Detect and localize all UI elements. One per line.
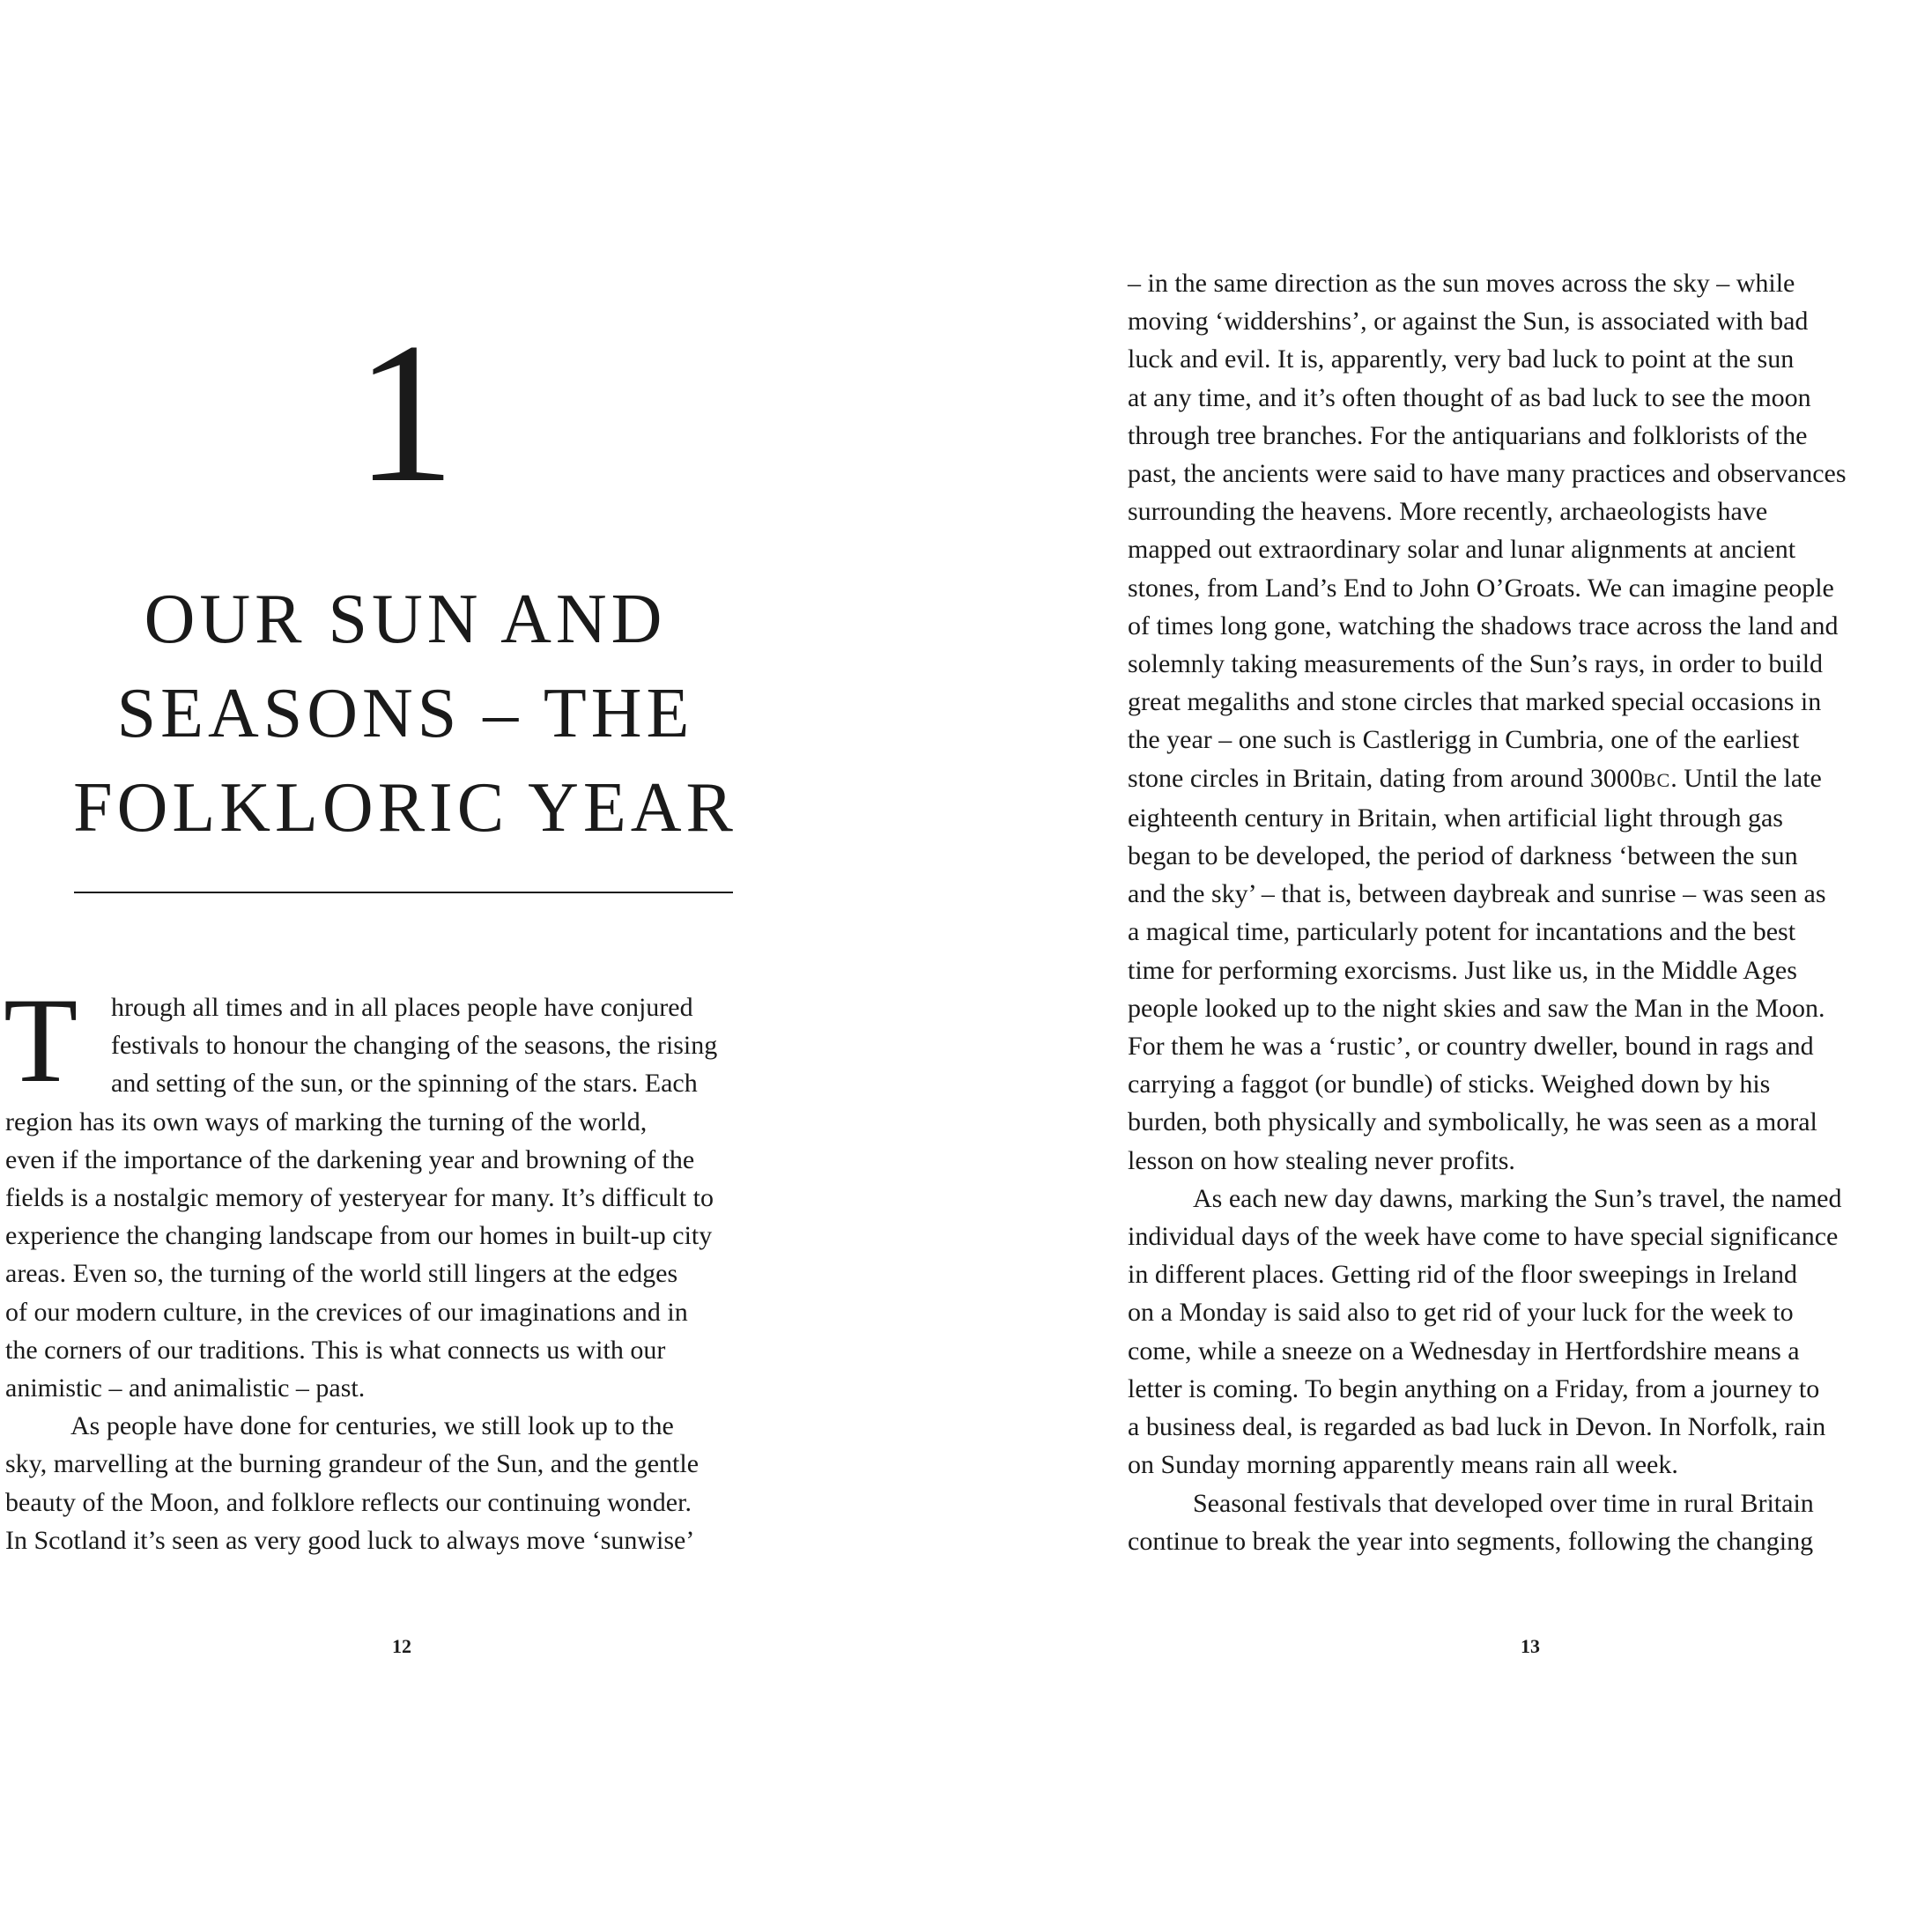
text-segment: stone circles in Britain, dating from around 3000	[1128, 763, 1643, 793]
page-number: 13	[1521, 1635, 1540, 1657]
chapter-title-line: SEASONS – THE	[116, 675, 694, 752]
text-line: great megaliths and stone circles that marked special occasions in	[1128, 687, 1822, 717]
text-line: eighteenth century in Britain, when artificial light through gas	[1128, 803, 1783, 833]
text-line: luck and evil. It is, apparently, very bad luck to point at the sun	[1128, 344, 1795, 374]
text-line: of times long gone, watching the shadows trace across the land and	[1128, 611, 1839, 640]
text-line: at any time, and it’s often thought of as bad luck to see the moon	[1128, 382, 1811, 412]
text-line: solemnly taking measurements of the Sun’s rays, in order to build	[1128, 649, 1824, 679]
text-line: and the sky’ – that is, between daybreak and sunrise – was seen as	[1128, 879, 1826, 909]
text-line: mapped out extraordinary solar and lunar alignments at ancient	[1128, 535, 1796, 565]
right-body-text	[1128, 264, 1932, 1560]
text-line: region has its own ways of marking the turning of the world,	[5, 1107, 648, 1136]
text-line: festivals to honour the changing of the seasons, the rising	[111, 1031, 718, 1061]
text-line: fields is a nostalgic memory of yesteryear for many. It’s difficult to	[5, 1183, 714, 1213]
text-line: of our modern culture, in the crevices of our imaginations and in	[5, 1297, 688, 1327]
left-body-text	[4, 973, 802, 1559]
text-line: letter is coming. To begin anything on a Friday, from a journey to	[1128, 1373, 1820, 1403]
text-line: through tree branches. For the antiquarians and folklorists of the	[1128, 420, 1808, 450]
text-line: Seasonal festivals that developed over time in rural Britain	[1193, 1488, 1814, 1518]
text-line: For them he was a ‘rustic’, or country dweller, bound in rags and	[1128, 1032, 1814, 1062]
text-line: come, while a sneeze on a Wednesday in Hertfordshire means a	[1128, 1336, 1800, 1366]
text-line: In Scotland it’s seen as very good luck to always move ‘sunwise’	[5, 1525, 695, 1555]
text-line: As each new day dawns, marking the Sun’s travel, the named	[1193, 1183, 1842, 1213]
text-line: on a Monday is said also to get rid of your luck for the week to	[1128, 1298, 1794, 1328]
text-line: burden, both physically and symbolically, he was seen as a moral	[1128, 1107, 1817, 1137]
text-line: on Sunday morning apparently means rain all week.	[1128, 1450, 1678, 1480]
text-line: individual days of the week have come to have special significance	[1128, 1222, 1839, 1252]
text-line: sky, marvelling at the burning grandeur of the Sun, and the gentle	[5, 1449, 700, 1479]
drop-cap: T	[4, 973, 78, 1107]
text-line: surrounding the heavens. More recently, archaeologists have	[1128, 497, 1768, 527]
text-line: a magical time, particularly potent for incantations and the best	[1128, 917, 1796, 947]
left-page	[0, 0, 811, 1932]
smallcaps-era: BC	[1642, 768, 1671, 791]
text-line: continue to break the year into segments, following the changing	[1128, 1526, 1814, 1556]
text-line: stones, from Land’s End to John O’Groats. We can imagine people	[1128, 573, 1834, 603]
chapter-title-line: OUR SUN AND	[144, 581, 667, 658]
text-line-with-smallcaps	[1128, 759, 1932, 799]
text-line: lesson on how stealing never profits.	[1128, 1145, 1515, 1175]
text-line: As people have done for centuries, we still look up to the	[70, 1411, 674, 1441]
chapter-title	[0, 573, 811, 855]
page-number: 12	[392, 1635, 411, 1657]
text-line: the year – one such is Castlerigg in Cumbria, one of the earliest	[1128, 725, 1800, 755]
chapter-title-rule	[74, 892, 733, 893]
text-line: animistic – and animalistic – past.	[5, 1373, 366, 1403]
text-line: moving ‘widdershins’, or against the Sun, is associated with bad	[1128, 307, 1809, 337]
text-line: in different places. Getting rid of the floor sweepings in Ireland	[1128, 1260, 1798, 1290]
text-line: people looked up to the night skies and saw the Man in the Moon.	[1128, 993, 1825, 1023]
text-line: and setting of the sun, or the spinning of the stars. Each	[111, 1069, 698, 1099]
text-line: experience the changing landscape from our homes in built-up city	[5, 1221, 713, 1251]
text-line: even if the importance of the darkening year and browning of the	[5, 1144, 695, 1174]
text-segment: . Until the late	[1670, 763, 1822, 793]
text-line: – in the same direction as the sun moves across the sky – while	[1128, 269, 1795, 298]
chapter-number: 1	[355, 302, 455, 524]
text-line: hrough all times and in all places people have conjured	[111, 993, 693, 1022]
right-page	[1128, 0, 1932, 1932]
text-line: began to be developed, the period of darkness ‘between the sun	[1128, 841, 1798, 871]
chapter-title-line: FOLKLORIC YEAR	[73, 769, 737, 847]
text-line: a business deal, is regarded as bad luck in Devon. In Norfolk, rain	[1128, 1412, 1826, 1442]
text-line: past, the ancients were said to have many practices and observances	[1128, 459, 1847, 489]
text-line: carrying a faggot (or bundle) of sticks. Weighed down by his	[1128, 1070, 1771, 1099]
text-line: time for performing exorcisms. Just like us, in the Middle Ages	[1128, 955, 1797, 985]
text-line: the corners of our traditions. This is what connects us with our	[5, 1335, 666, 1365]
text-line: areas. Even so, the turning of the world still lingers at the edges	[5, 1259, 678, 1289]
text-line: beauty of the Moon, and folklore reflects our continuing wonder.	[5, 1487, 692, 1517]
